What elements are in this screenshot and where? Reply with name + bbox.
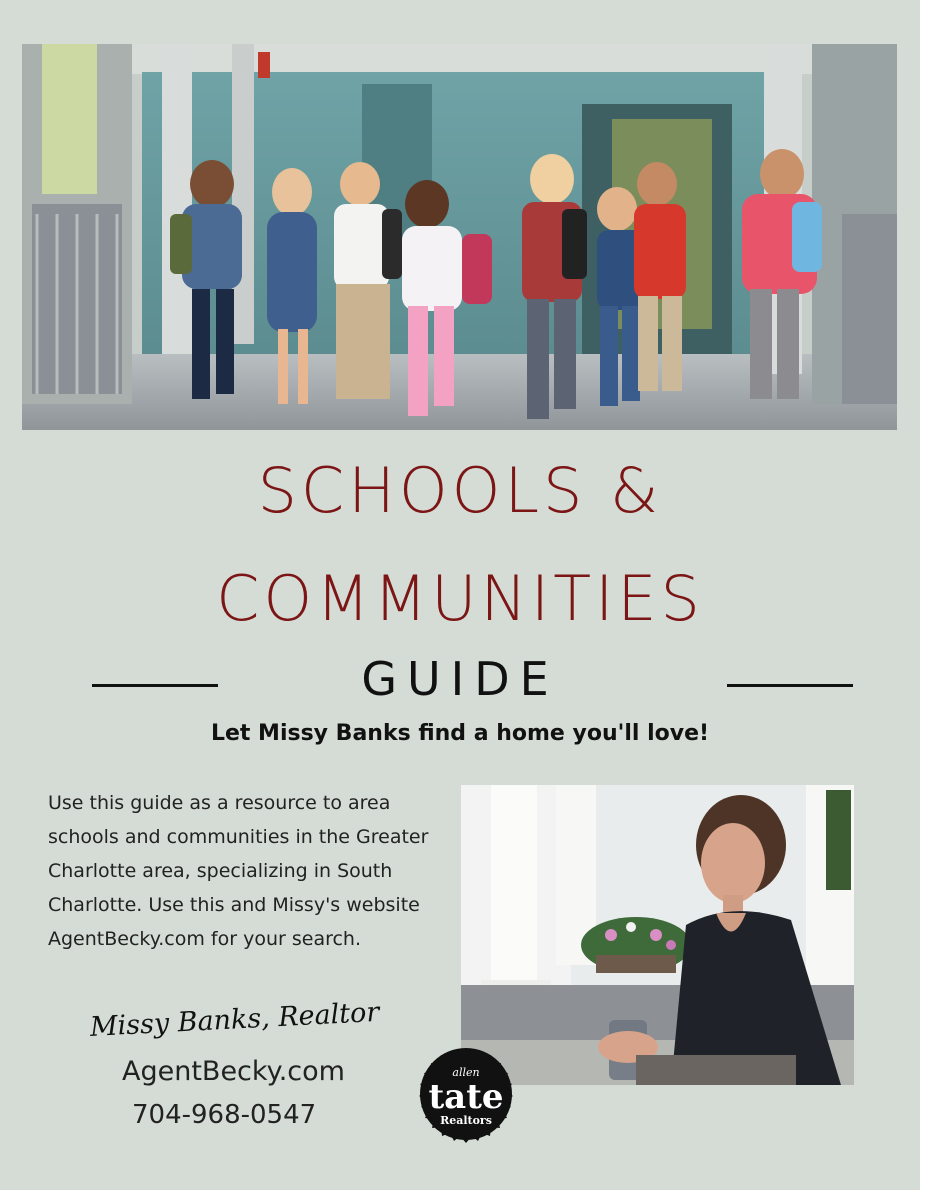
logo-text-allen: allen xyxy=(452,1066,480,1079)
title-line-communities: COMMUNITIES xyxy=(216,562,704,635)
tagline: Let Missy Banks find a home you'll love! xyxy=(210,721,710,746)
page-edge-right xyxy=(920,0,928,1196)
divider-right xyxy=(727,684,853,687)
allen-tate-logo xyxy=(408,1036,524,1152)
title-line-guide: GUIDE xyxy=(361,652,559,706)
page-edge-bottom xyxy=(0,1190,928,1196)
logo-text-realtors: Realtors xyxy=(440,1114,492,1127)
phone-number[interactable]: 704-968-0547 xyxy=(132,1100,317,1130)
intro-paragraph: Use this guide as a resource to area schools and communities in the Greater Charlotte area, specializing in South Charlotte. Use this and Missy's website AgentBecky.com for your search. xyxy=(48,792,429,950)
title-line-schools: SCHOOLS & xyxy=(257,454,663,527)
realtor-signature: Missy Banks, Realtor xyxy=(89,996,381,1043)
logo-text-tate: tate xyxy=(428,1077,504,1117)
hero-photo xyxy=(22,44,897,430)
website-link[interactable]: AgentBecky.com xyxy=(122,1056,345,1087)
